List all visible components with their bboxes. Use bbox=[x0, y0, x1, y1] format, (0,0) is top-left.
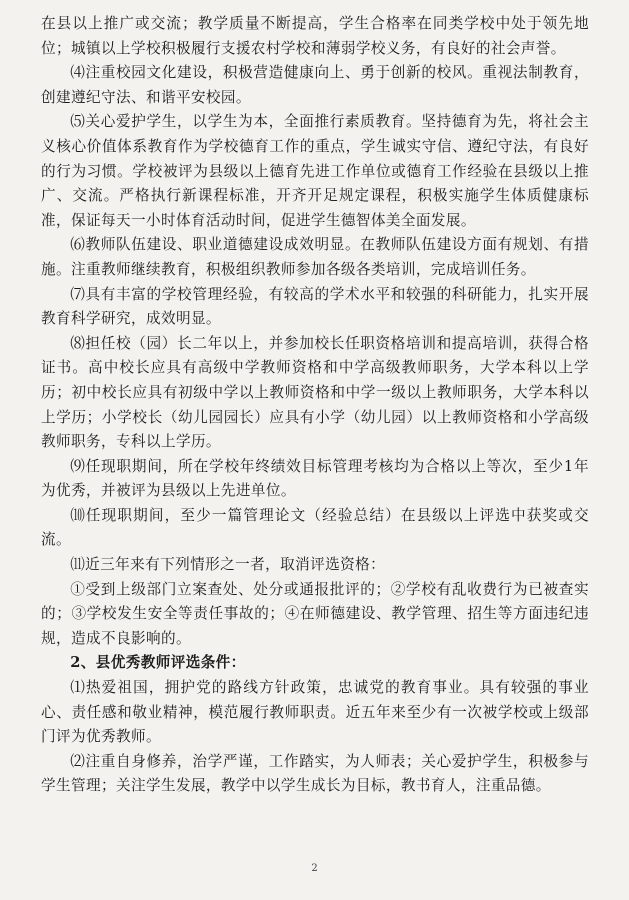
paragraph-teacher-item-2: ⑵注重自身修养，治学严谨，工作踏实，为人师表；关心爱护学生，积极参与学生管理；关注学生发展，教学中以学生成长为目标，教书育人，注重品德。 bbox=[41, 752, 589, 795]
paragraph-item-6: ⑹教师队伍建设、职业道德建设成效明显。在教师队伍建设方面有规划、有措施。注重教师继续教育，积极组织教师参加各级各类培训，完成培训任务。 bbox=[41, 236, 589, 278]
paragraph-item-10: ⑽任现职期间，至少一篇管理论文（经验总结）在县级以上评选中获奖或交流。 bbox=[41, 506, 589, 549]
paragraph-disqualification-list: ①受到上级部门立案查处、处分或通报批评的；②学校有乱收费行为已被查实的；③学校发生安全等责任事故的；④在师德建设、教学管理、招生等方面违纪违规，造成不良影响的。 bbox=[41, 580, 589, 647]
paragraph-item-5: ⑸关心爱护学生，以学生为本，全面推行素质教育。坚持德育为先，将社会主义核心价值体系教育作为学校德育工作的重点，学生诚实守信、遵纪守法，有良好的行为习惯。学校被评为县级以上德育先进工作单位或德育工作经验在县级以上推广、交流。严格执行新课程标准，开齐开足规定课程，积极实施学生体质健康标准，保证每天一小时体育活动时间，促进学生德智体美全面发展。 bbox=[41, 113, 589, 229]
paragraph-item-4: ⑷注重校园文化建设，积极营造健康向上、勇于创新的校风。重视法制教育，创建遵纪守法、和谐平安校园。 bbox=[41, 64, 589, 106]
page-number: 2 bbox=[311, 863, 318, 874]
paragraph-item-8: ⑻担任校（园）长二年以上，并参加校长任职资格培训和提高培训，获得合格证书。高中校长应具有高级中学教师资格和中学高级教师职务，大学本科以上学历；初中校长应具有初级中学以上教师资格和中学一级以上教师职务，大学本科以上学历；小学校长（幼儿园园长）应具有小学（幼儿园）以上教师资格和小学高级教师职务，专科以上学历。 bbox=[41, 334, 589, 451]
paragraph-item-9: ⑼任现职期间，所在学校年终绩效目标管理考核均为合格以上等次，至少1年为优秀，并被评为县级以上先进单位。 bbox=[41, 457, 589, 500]
paragraph-teacher-item-1: ⑴热爱祖国，拥护党的路线方针政策，忠诚党的教育事业。具有较强的事业心、责任感和敬业精神，模范履行教师职责。近五年来至少有一次被学校或上级部门评为优秀教师。 bbox=[41, 679, 589, 746]
section-heading-teacher-criteria: 2、县优秀教师评选条件： bbox=[70, 654, 246, 672]
paragraph-item-11: ⑾近三年来有下列情形之一者，取消评选资格： bbox=[70, 556, 386, 574]
paragraph-0: 在县以上推广或交流；教学质量不断提高，学生合格率在同类学校中处于领先地位；城镇以上学校积极履行支援农村学校和薄弱学校义务，有良好的社会声誉。 bbox=[41, 15, 589, 57]
paragraph-item-7: ⑺具有丰富的学校管理经验，有较高的学术水平和较强的科研能力，扎实开展教育科学研究，成效明显。 bbox=[41, 285, 589, 328]
